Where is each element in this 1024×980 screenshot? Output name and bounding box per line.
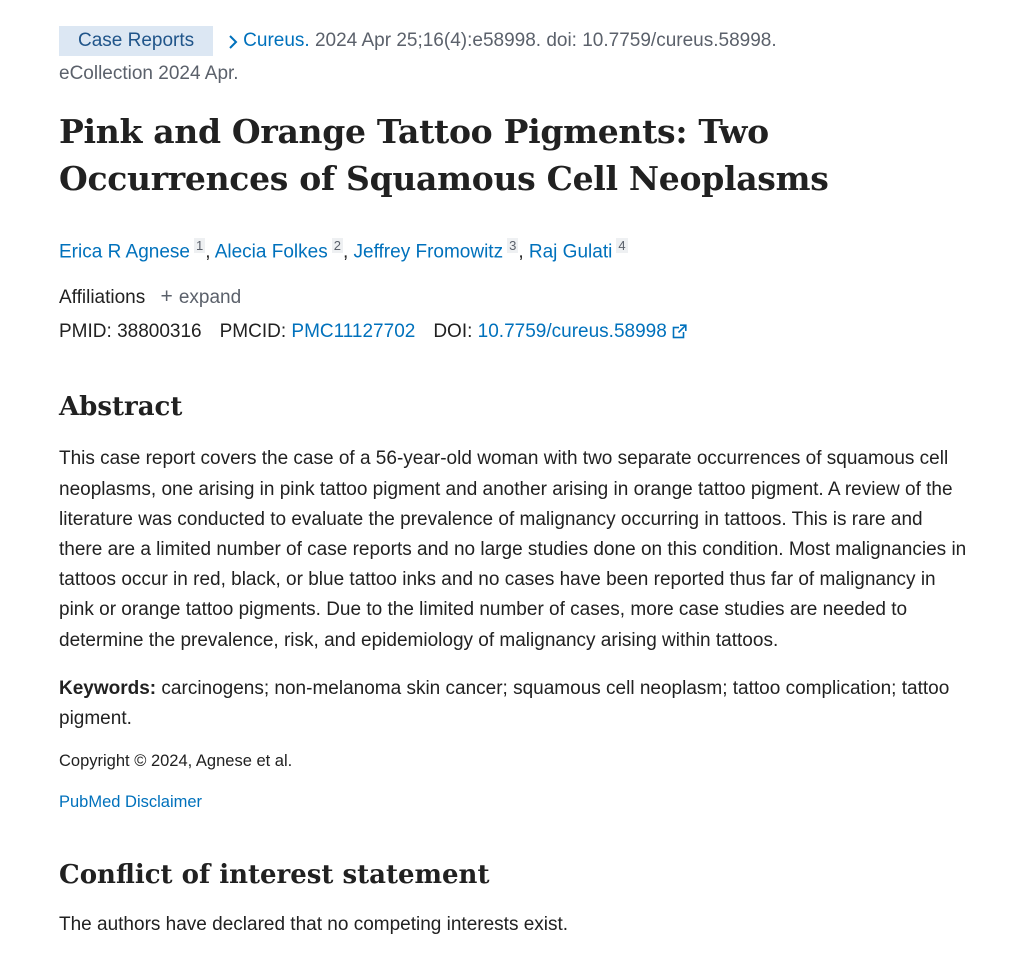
conflict-text: The authors have declared that no competing interests exist.: [59, 913, 569, 935]
keywords-label: Keywords:: [59, 677, 157, 699]
pmid-label: PMID:: [59, 321, 112, 343]
chevron-right-icon: [227, 26, 239, 49]
plus-icon: +: [160, 285, 173, 309]
pubmed-disclaimer-link[interactable]: PubMed Disclaimer: [59, 792, 203, 811]
pmcid-label: PMCID:: [219, 321, 287, 343]
affiliation-ref[interactable]: 2: [333, 238, 341, 253]
external-link-icon: [672, 320, 687, 348]
affiliation-ref[interactable]: 3: [509, 238, 517, 253]
ecollection-line: eCollection 2024 Apr.: [59, 63, 239, 84]
affiliations-label: Affiliations: [59, 287, 146, 309]
affiliations-row: [59, 283, 969, 312]
affiliation-ref[interactable]: 1: [195, 238, 204, 253]
author-link[interactable]: Jeffrey Fromowitz: [353, 241, 504, 263]
identifiers-row: [59, 318, 969, 348]
conflict-heading: Conflict of interest statement: [59, 859, 490, 890]
doi-link[interactable]: [478, 321, 687, 342]
author-link[interactable]: Alecia Folkes: [214, 241, 328, 263]
article-title: Pink and Orange Tattoo Pigments: Two Occurrences of Squamous Cell Neoplasms: [59, 112, 829, 198]
keywords-list: carcinogens; non-melanoma skin cancer; squamous cell neoplasm; tattoo complication; tattoo pigment.: [59, 677, 950, 729]
pmcid-link[interactable]: PMC11127702: [291, 321, 416, 343]
affiliation-ref[interactable]: 4: [618, 238, 626, 253]
abstract-text: This case report covers the case of a 56-year-old woman with two separate occurrences of squamous cell neoplasms, one arising in pink tattoo pigment and another arising in orange tattoo pigment. A review of the literature was conducted to evaluate the prevalence of malignancy occurring in tattoos. This is rare and there are a limited number of case reports and no large studies done on this condition. Most malignancies in tattoos occur in red, black, or blue tattoo inks and no cases have been reported thus far of malignancy in pink or orange tattoo pigments. Due to the limited number of cases, more case studies are needed to determine the prevalence, risk, and epidemiology of malignancy arising within tattoos.: [59, 448, 967, 651]
pmid-value: 38800316: [117, 321, 202, 343]
author-separator: ,: [205, 241, 215, 263]
author-list: [59, 232, 969, 266]
abstract-heading: Abstract: [59, 392, 183, 423]
article-content: [59, 26, 969, 936]
expand-label: expand: [178, 287, 242, 309]
citation-line: [59, 26, 969, 56]
copyright: Copyright © 2024, Agnese et al.: [59, 751, 293, 770]
citation-details: 2024 Apr 25;16(4):e58998. doi: 10.7759/cureus.58998.: [309, 30, 777, 51]
author-separator: ,: [518, 241, 529, 263]
author-link[interactable]: Erica R Agnese: [59, 241, 190, 263]
doi-label: DOI:: [433, 321, 473, 343]
article-type-badge[interactable]: Case Reports: [59, 26, 213, 56]
author-separator: ,: [342, 241, 354, 263]
doi-value: 10.7759/cureus.58998: [477, 321, 667, 343]
disclaimer-row: [59, 793, 969, 812]
journal-link[interactable]: Cureus.: [243, 30, 310, 51]
keywords: [59, 674, 969, 734]
author-link[interactable]: Raj Gulati: [528, 241, 613, 263]
expand-affiliations-button[interactable]: [161, 287, 242, 308]
